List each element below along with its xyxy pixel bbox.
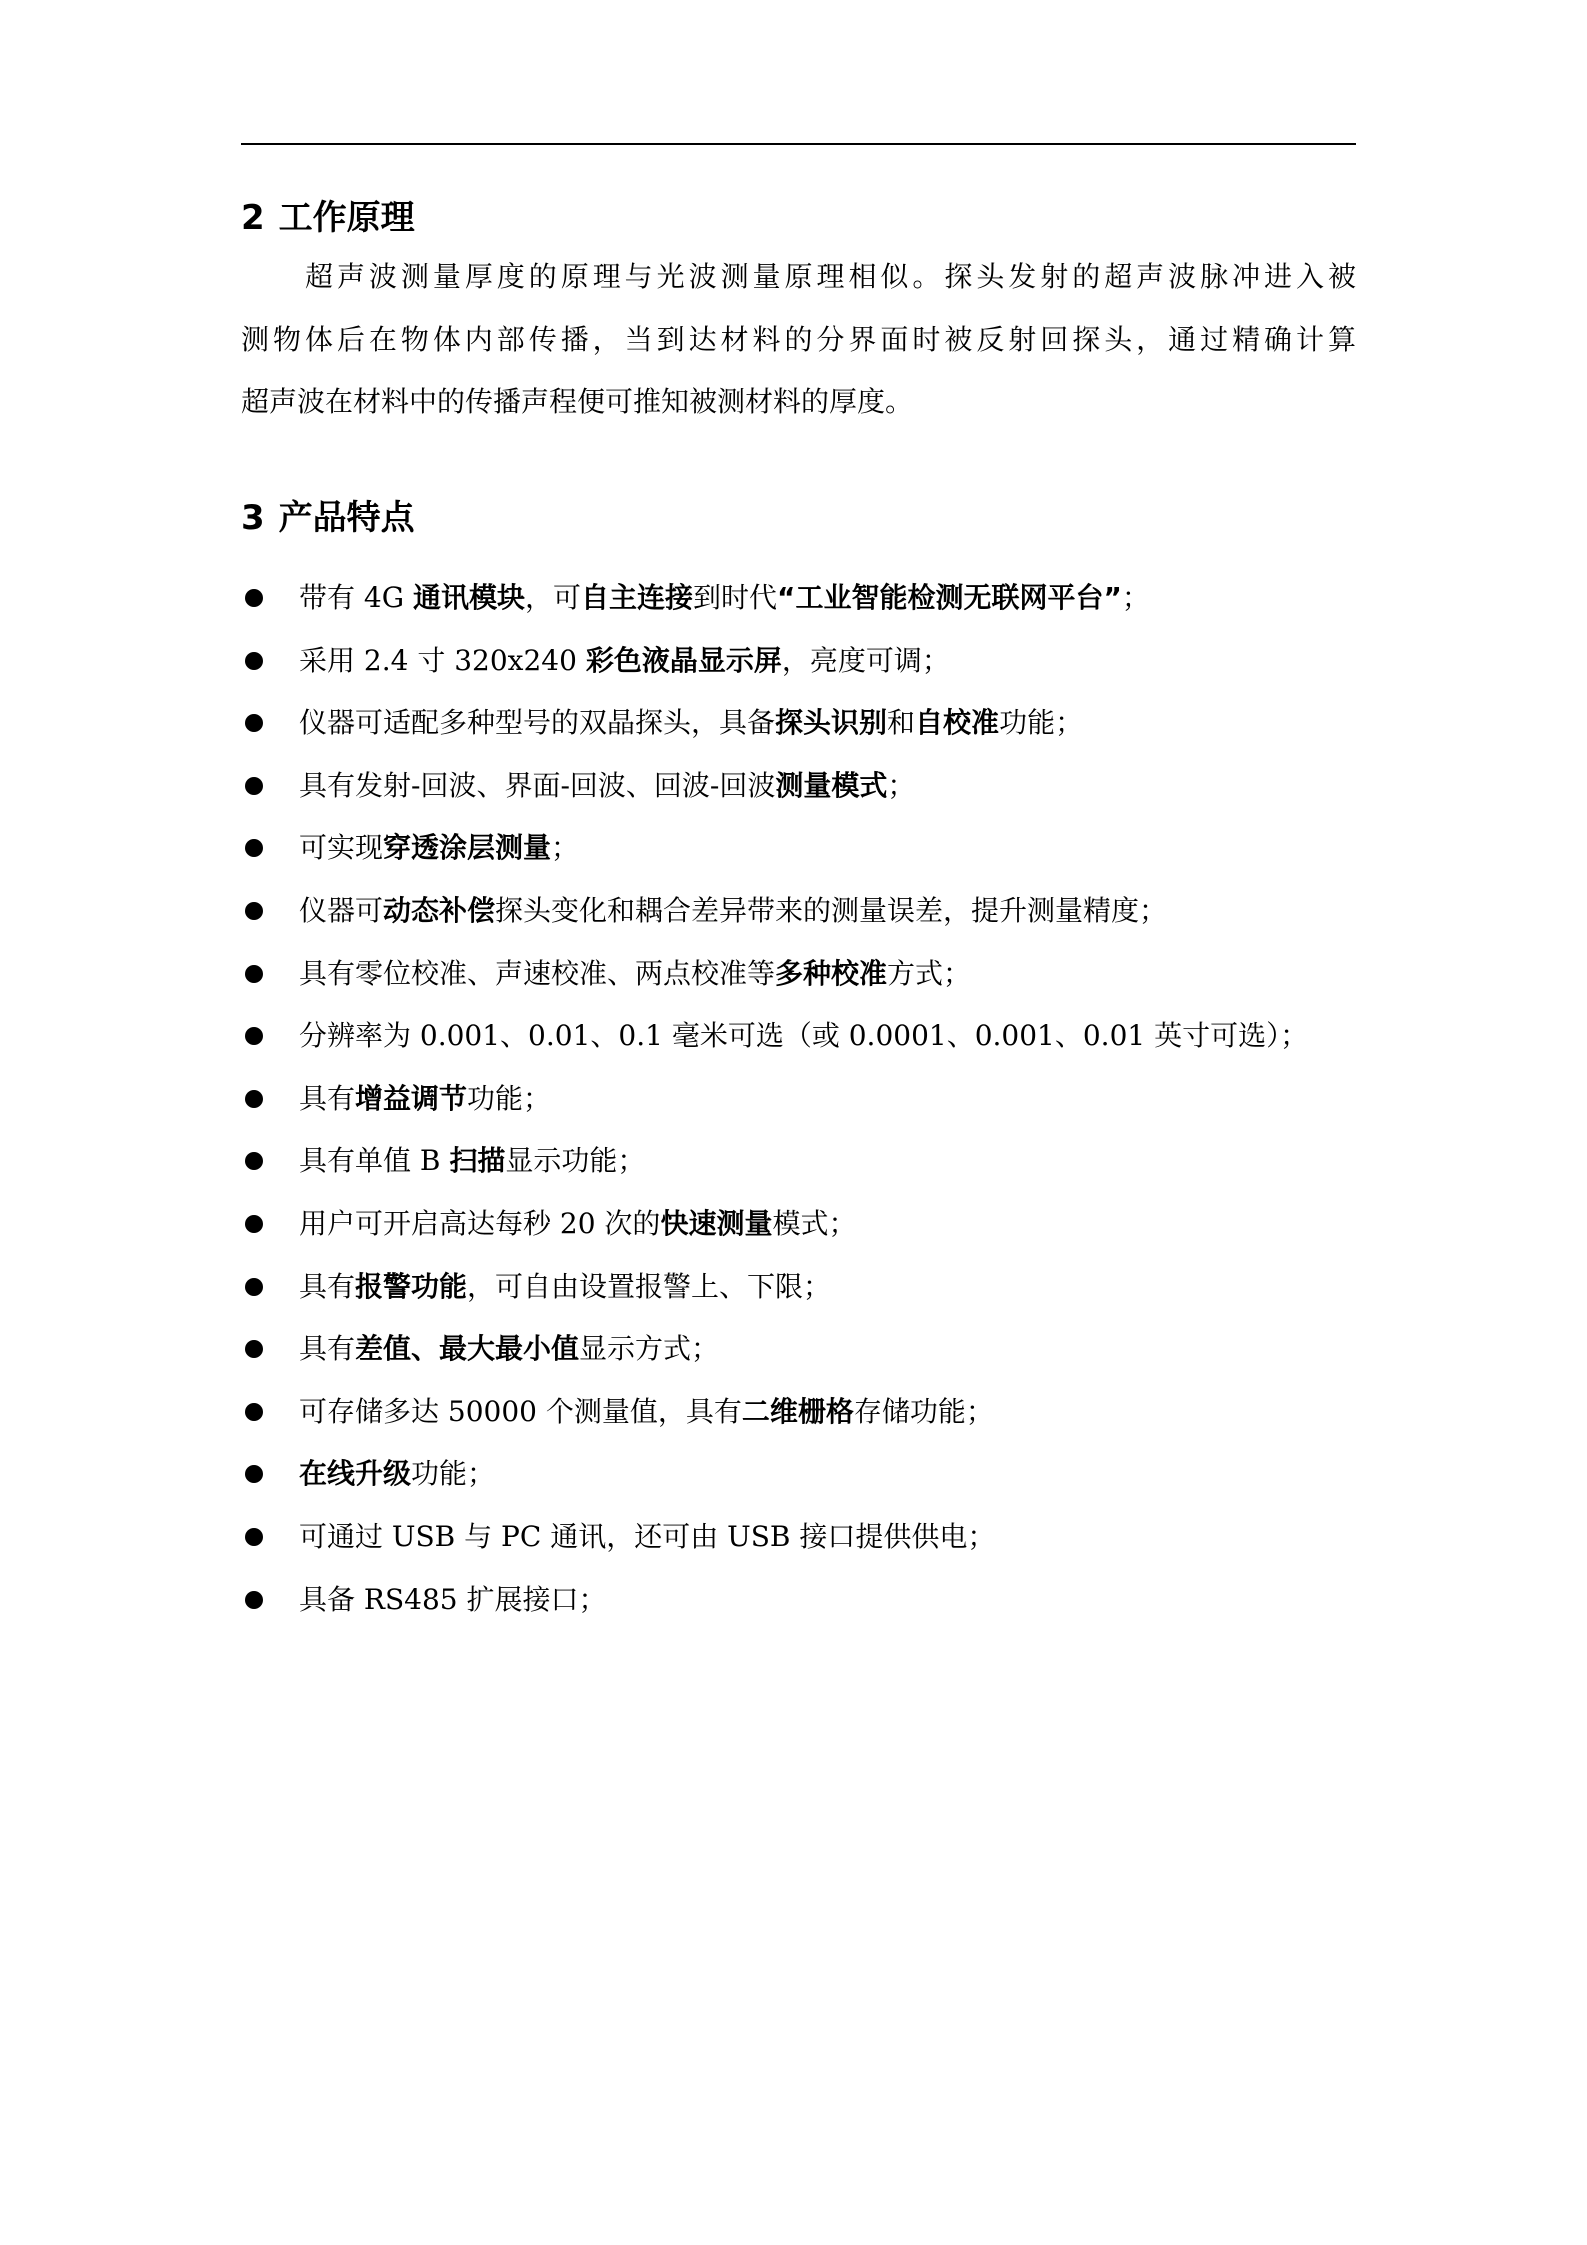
- feature-item: [241, 1506, 1356, 1569]
- feature-text: [299, 755, 915, 818]
- feature-item: [241, 1193, 1356, 1256]
- feature-text: [299, 1130, 645, 1193]
- feature-segment: 模式；: [772, 1206, 857, 1240]
- bullet-icon: [245, 777, 263, 795]
- section-2-number: 2: [241, 198, 265, 238]
- section-2-heading: [241, 196, 415, 240]
- feature-highlight: 自主连接: [581, 581, 694, 614]
- feature-highlight: 扫描: [449, 1144, 506, 1178]
- feature-segment: 功能；: [467, 1081, 552, 1115]
- feature-segment: 具有: [299, 1332, 356, 1366]
- bullet-icon: [245, 1278, 263, 1296]
- feature-highlight: 穿透涂层测量: [383, 831, 552, 865]
- paragraph-line: 测物体后在物体内部传播，当到达材料的分界面时被反射回探头，通过精确计算: [241, 322, 1356, 356]
- feature-segment: 和: [887, 706, 916, 740]
- section-3-title: 产品特点: [278, 498, 415, 538]
- feature-item: [241, 880, 1356, 943]
- section-3-number: 3: [241, 498, 265, 538]
- bullet-icon: [245, 1403, 263, 1421]
- feature-segment: 存储功能；: [853, 1394, 994, 1428]
- feature-item: [241, 567, 1356, 630]
- feature-text: [299, 1381, 994, 1444]
- bullet-icon: [245, 1591, 263, 1609]
- feature-segment: ，亮度可调；: [781, 643, 950, 677]
- bullet-icon: [245, 839, 263, 857]
- feature-list: [241, 567, 1356, 1631]
- feature-segment: 显示方式；: [579, 1332, 720, 1366]
- feature-item: [241, 1569, 1356, 1632]
- bullet-icon: [245, 1027, 263, 1045]
- feature-segment: 功能；: [999, 706, 1084, 740]
- section-2-title: 工作原理: [278, 198, 415, 238]
- feature-highlight: 增益调节: [355, 1081, 468, 1115]
- feature-item: [241, 1381, 1356, 1444]
- feature-text: [299, 1318, 719, 1381]
- bullet-icon: [245, 652, 263, 670]
- feature-segment: 仪器可: [299, 893, 384, 927]
- feature-segment: 具有零位校准、声速校准、两点校准等: [299, 956, 776, 990]
- working-principle-paragraph: [241, 246, 1356, 434]
- bullet-icon: [245, 1340, 263, 1358]
- feature-segment: 带有 4G: [299, 581, 413, 614]
- feature-segment: 探头变化和耦合差异带来的测量误差，提升测量精度；: [495, 893, 1168, 927]
- feature-item: [241, 1130, 1356, 1193]
- feature-text: [299, 943, 971, 1006]
- feature-highlight: 快速测量: [660, 1206, 773, 1240]
- bullet-icon: [245, 902, 263, 920]
- feature-highlight: 报警功能: [355, 1269, 468, 1303]
- feature-item: [241, 755, 1356, 818]
- header-rule: [241, 143, 1356, 145]
- bullet-icon: [245, 1152, 263, 1170]
- feature-item: [241, 630, 1356, 693]
- feature-text: [299, 1193, 856, 1256]
- feature-segment: 具有: [299, 1081, 356, 1115]
- feature-segment: 具有单值 B: [299, 1144, 450, 1178]
- feature-segment: 分辨率为 0.001、0.01、0.1 毫米可选（或 0.0001、0.001、0.01 英寸可选）；: [299, 1019, 1309, 1053]
- feature-segment: ，可自由设置报警上、下限；: [467, 1269, 832, 1303]
- feature-highlight: 动态补偿: [383, 893, 496, 927]
- feature-segment: 采用 2.4 寸 320x240: [299, 643, 586, 677]
- feature-text: [299, 1569, 607, 1632]
- feature-text: [299, 630, 950, 693]
- feature-text: [299, 1256, 831, 1319]
- feature-segment: ，可: [525, 581, 582, 614]
- feature-segment: ；: [551, 831, 580, 865]
- feature-highlight: 测量模式: [775, 768, 888, 802]
- feature-highlight: 探头识别: [775, 706, 888, 740]
- bullet-icon: [245, 1528, 263, 1546]
- feature-segment: ；: [887, 768, 916, 802]
- bullet-icon: [245, 1465, 263, 1483]
- feature-segment: 可通过 USB 与 PC 通讯，还可由 USB 接口提供供电；: [299, 1519, 996, 1553]
- feature-item: [241, 1256, 1356, 1319]
- feature-item: [241, 1443, 1356, 1506]
- feature-text: [299, 692, 1083, 755]
- bullet-icon: [245, 1215, 263, 1233]
- feature-segment: 仪器可适配多种型号的双晶探头，具备: [299, 706, 776, 740]
- feature-text: [299, 1506, 995, 1569]
- feature-highlight: 多种校准: [775, 956, 888, 990]
- bullet-icon: [245, 589, 263, 607]
- feature-text: [299, 1443, 495, 1506]
- feature-segment: 可实现: [299, 831, 384, 865]
- feature-highlight: 彩色液晶显示屏: [585, 643, 782, 677]
- feature-item: [241, 692, 1356, 755]
- bullet-icon: [245, 714, 263, 732]
- feature-segment: 具有发射-回波、界面-回波、回波-回波: [299, 768, 776, 802]
- feature-segment: ；: [1121, 581, 1150, 614]
- feature-text: [299, 1005, 1308, 1068]
- feature-segment: 具备 RS485 扩展接口；: [299, 1582, 607, 1616]
- feature-text: [299, 880, 1167, 943]
- feature-item: [241, 1068, 1356, 1131]
- feature-text: [299, 817, 579, 880]
- feature-segment: 用户可开启高达每秒 20 次的: [299, 1206, 661, 1240]
- feature-highlight: 二维栅格: [741, 1394, 854, 1428]
- feature-highlight: 通讯模块: [412, 581, 525, 614]
- feature-highlight: 在线升级: [299, 1457, 412, 1491]
- bullet-icon: [245, 965, 263, 983]
- feature-segment: 方式；: [887, 956, 972, 990]
- paragraph-line: 超声波在材料中的传播声程便可推知被测材料的厚度。: [241, 385, 914, 418]
- feature-highlight: “工业智能检测无联网平台”: [777, 581, 1122, 614]
- feature-text: [299, 567, 1150, 630]
- section-3-heading: [241, 496, 415, 540]
- feature-segment: 显示功能；: [505, 1144, 646, 1178]
- paragraph-line: 超声波测量厚度的原理与光波测量原理相似。探头发射的超声波脉冲进入被: [305, 260, 1356, 293]
- bullet-icon: [245, 1090, 263, 1108]
- feature-segment: 具有: [299, 1269, 356, 1303]
- feature-item: [241, 817, 1356, 880]
- feature-item: [241, 1005, 1356, 1068]
- feature-highlight: 差值、最大最小值: [355, 1332, 580, 1366]
- feature-segment: 到时代: [693, 581, 778, 614]
- feature-item: [241, 943, 1356, 1006]
- feature-segment: 功能；: [411, 1457, 496, 1491]
- feature-segment: 可存储多达 50000 个测量值，具有: [299, 1394, 742, 1428]
- feature-text: [299, 1068, 551, 1131]
- feature-highlight: 自校准: [915, 706, 1000, 740]
- feature-item: [241, 1318, 1356, 1381]
